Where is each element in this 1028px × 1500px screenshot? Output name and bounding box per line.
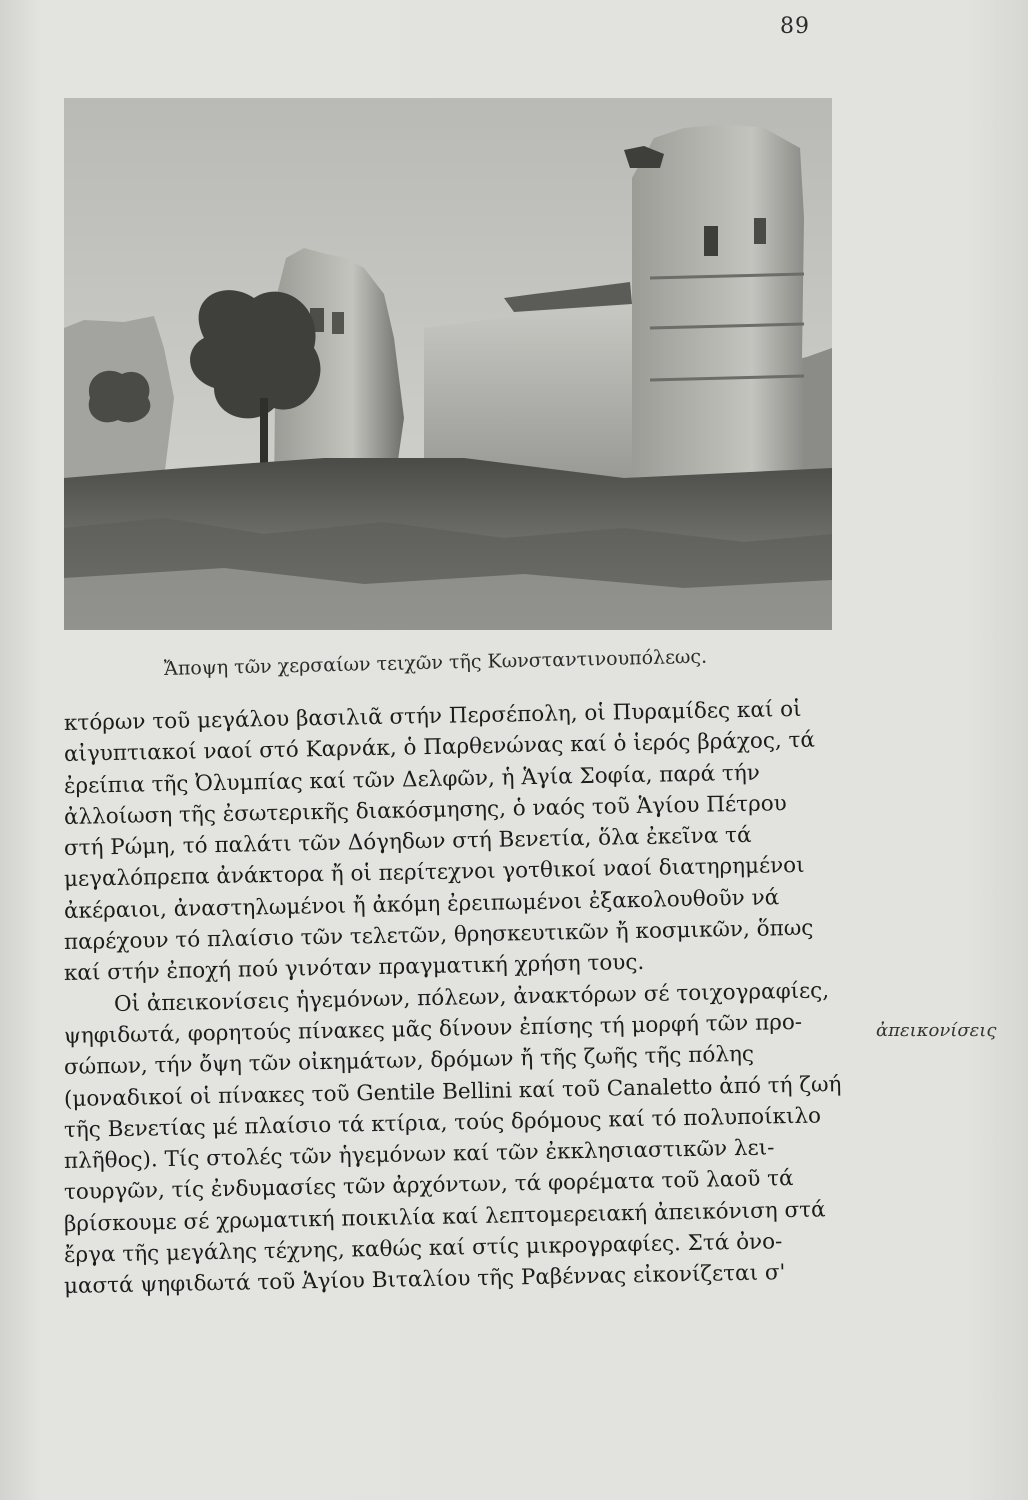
text-line: καί στήν ἐποχή πού γινόταν πραγματική χρήση τους. xyxy=(63,950,645,987)
text-line: ἔργα τῆς μεγάλης τέχνης, καθώς καί στίς μικρογραφίες. Στά ὀνο- xyxy=(63,1229,783,1269)
text-line: μαστά ψηφιδωτά τοῦ Ἁγίου Βιταλίου τῆς Ραβέννας εἰκονίζεται σ' xyxy=(63,1260,786,1300)
text-line: ἐρείπια τῆς Ὀλυμπίας καί τῶν Δελφῶν, ἡ Ἁγία Σοφία, παρά τήν xyxy=(63,760,761,799)
margin-note: ἀπεικονίσεις xyxy=(876,1020,997,1041)
text-line: τῆς Βενετίας μέ πλαίσιο τά κτίρια, τούς δρόμους καί τό πολυποίκιλο xyxy=(63,1103,822,1143)
text-line: ψηφιδωτά, φορητούς πίνακες μᾶς δίνουν ἐπίσης τή μορφή τῶν προ- xyxy=(63,1009,803,1049)
paragraph-start-line: Οἱ ἀπεικονίσεις ἡγεμόνων, πόλεων, ἀνακτόρων σέ τοιχογραφίες, xyxy=(113,977,830,1017)
text-line: σώπων, τήν ὄψη τῶν οἰκημάτων, δρόμων ἤ τῆς ζωῆς τῆς πόλης xyxy=(63,1042,755,1081)
text-line: βρίσκουμε σέ χρωματική ποικιλία καί λεπτομερειακή ἀπεικόνιση στά xyxy=(63,1197,826,1237)
walls-photo-illustration xyxy=(64,98,832,630)
text-line: κτόρων τοῦ μεγάλου βασιλιᾶ στήν Περσέπολη, οἱ Πυραμίδες καί οἱ xyxy=(63,696,802,736)
text-line: αἰγυπτιακοί ναοί στό Καρνάκ, ὁ Παρθενώνας καί ὁ ἱερός βράχος, τά xyxy=(63,727,816,768)
text-line: πλῆθος). Τίς στολές τῶν ἡγεμόνων καί τῶν ἐκκλησιαστικῶν λει- xyxy=(63,1135,775,1175)
text-line: τουργῶν, τίς ἐνδυμασίες τῶν ἀρχόντων, τά φορέματα τοῦ λαοῦ τά xyxy=(63,1166,794,1206)
photo-caption: Ἄποψη τῶν χερσαίων τειχῶν τῆς Κωνσταντινουπόλεως. xyxy=(163,645,708,680)
page-number: 89 xyxy=(780,14,810,39)
text-line: (μοναδικοί οἱ πίνακες τοῦ Gentile Bellini καί τοῦ Canaletto ἀπό τή ζωή xyxy=(63,1071,842,1112)
text-line: στή Ρώμη, τό παλάτι τῶν Δόγηδων στή Βενετία, ὅλα ἐκεῖνα τά xyxy=(63,822,752,862)
body-text xyxy=(63,696,844,1303)
text-line: μεγαλόπρεπα ἀνάκτορα ἤ οἱ περίτεχνοι γοτθικοί ναοί διατηρημένοι xyxy=(63,853,805,893)
walls-photograph xyxy=(64,98,832,630)
text-line: παρέχουν τό πλαίσιο τῶν τελετῶν, θρησκευτικῶν ἤ κοσμικῶν, ὅπως xyxy=(63,915,814,956)
text-line: ἀλλοίωση τῆς ἐσωτερικῆς διακόσμησης, ὁ ναός τοῦ Ἁγίου Πέτρου xyxy=(63,791,787,830)
text-line: ἀκέραιοι, ἀναστηλωμένοι ἤ ἀκόμη ἐρειπωμένοι ἐξακολουθοῦν νά xyxy=(63,885,780,924)
